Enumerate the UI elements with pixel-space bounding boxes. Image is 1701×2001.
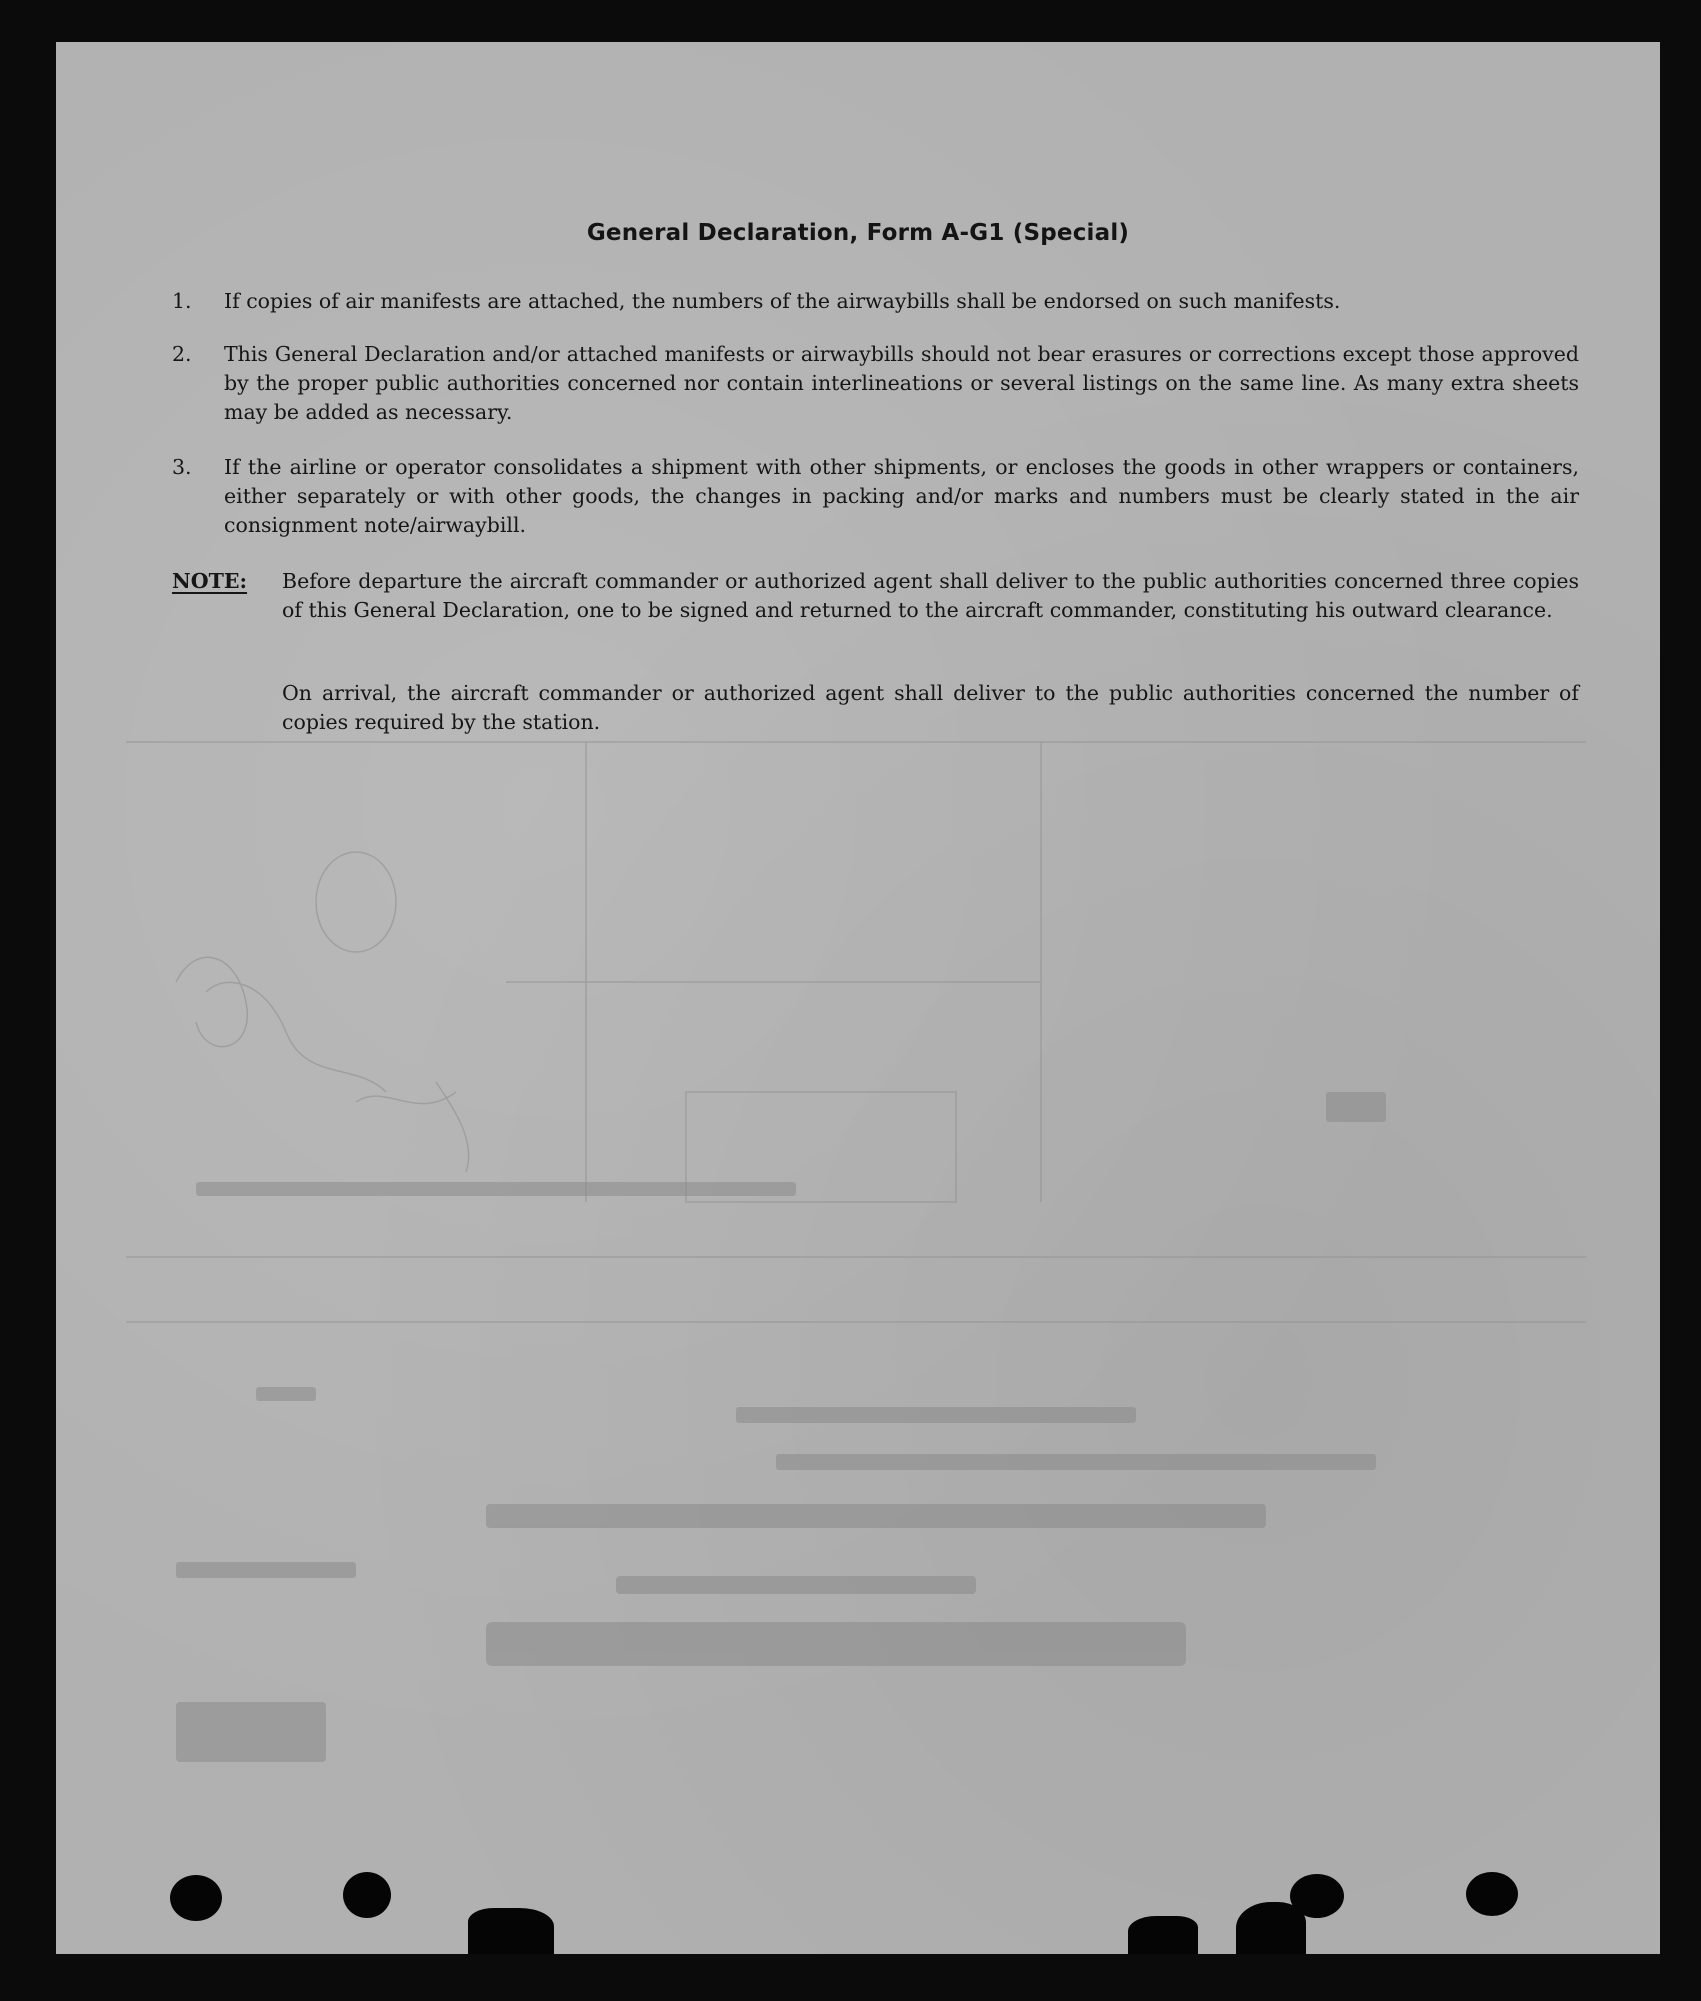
item-text: This General Declaration and/or attached manifests or airwaybills should not bear erasures or corrections except those approved by the proper public authorities concerned nor contain interlineations or several listings on the same line. As many extra sheets may be added as necessary.: [224, 342, 1579, 424]
paper-sheet: [56, 42, 1660, 1954]
torn-edge-left: [468, 1908, 554, 1954]
note-label: NOTE:: [172, 569, 248, 593]
show-through-reverse-side: [56, 42, 1660, 1954]
item-number: 2.: [172, 342, 192, 366]
torn-edge-right: [1128, 1916, 1198, 1954]
document-title: General Declaration, Form A-G1 (Special): [586, 220, 1130, 246]
torn-edge-right-2: [1236, 1902, 1306, 1954]
punch-hole-left-2: [343, 1872, 391, 1918]
note-paragraph-departure: Before departure the aircraft commander or authorized agent shall deliver to the public authorities concerned three copies of this General Declaration, one to be signed and returned to the aircraft commander, constituting his outward clearance.: [282, 569, 1579, 622]
punch-hole-left-1: [170, 1875, 222, 1921]
punch-hole-right-2: [1466, 1872, 1518, 1916]
item-number: 1.: [172, 289, 192, 313]
item-number: 3.: [172, 455, 192, 479]
item-text: If the airline or operator consolidates a shipment with other shipments, or encloses the goods in other wrappers or containers, either separately or with other goods, the changes in packing and/or marks and numbers must be clearly stated in the air consignment note/airwaybill.: [224, 455, 1579, 537]
item-text: If copies of air manifests are attached, the numbers of the airwaybills shall be endorsed on such manifests.: [224, 289, 1341, 313]
note-paragraph-arrival: On arrival, the aircraft commander or authorized agent shall deliver to the public authorities concerned the number of copies required by the station.: [282, 681, 1579, 734]
